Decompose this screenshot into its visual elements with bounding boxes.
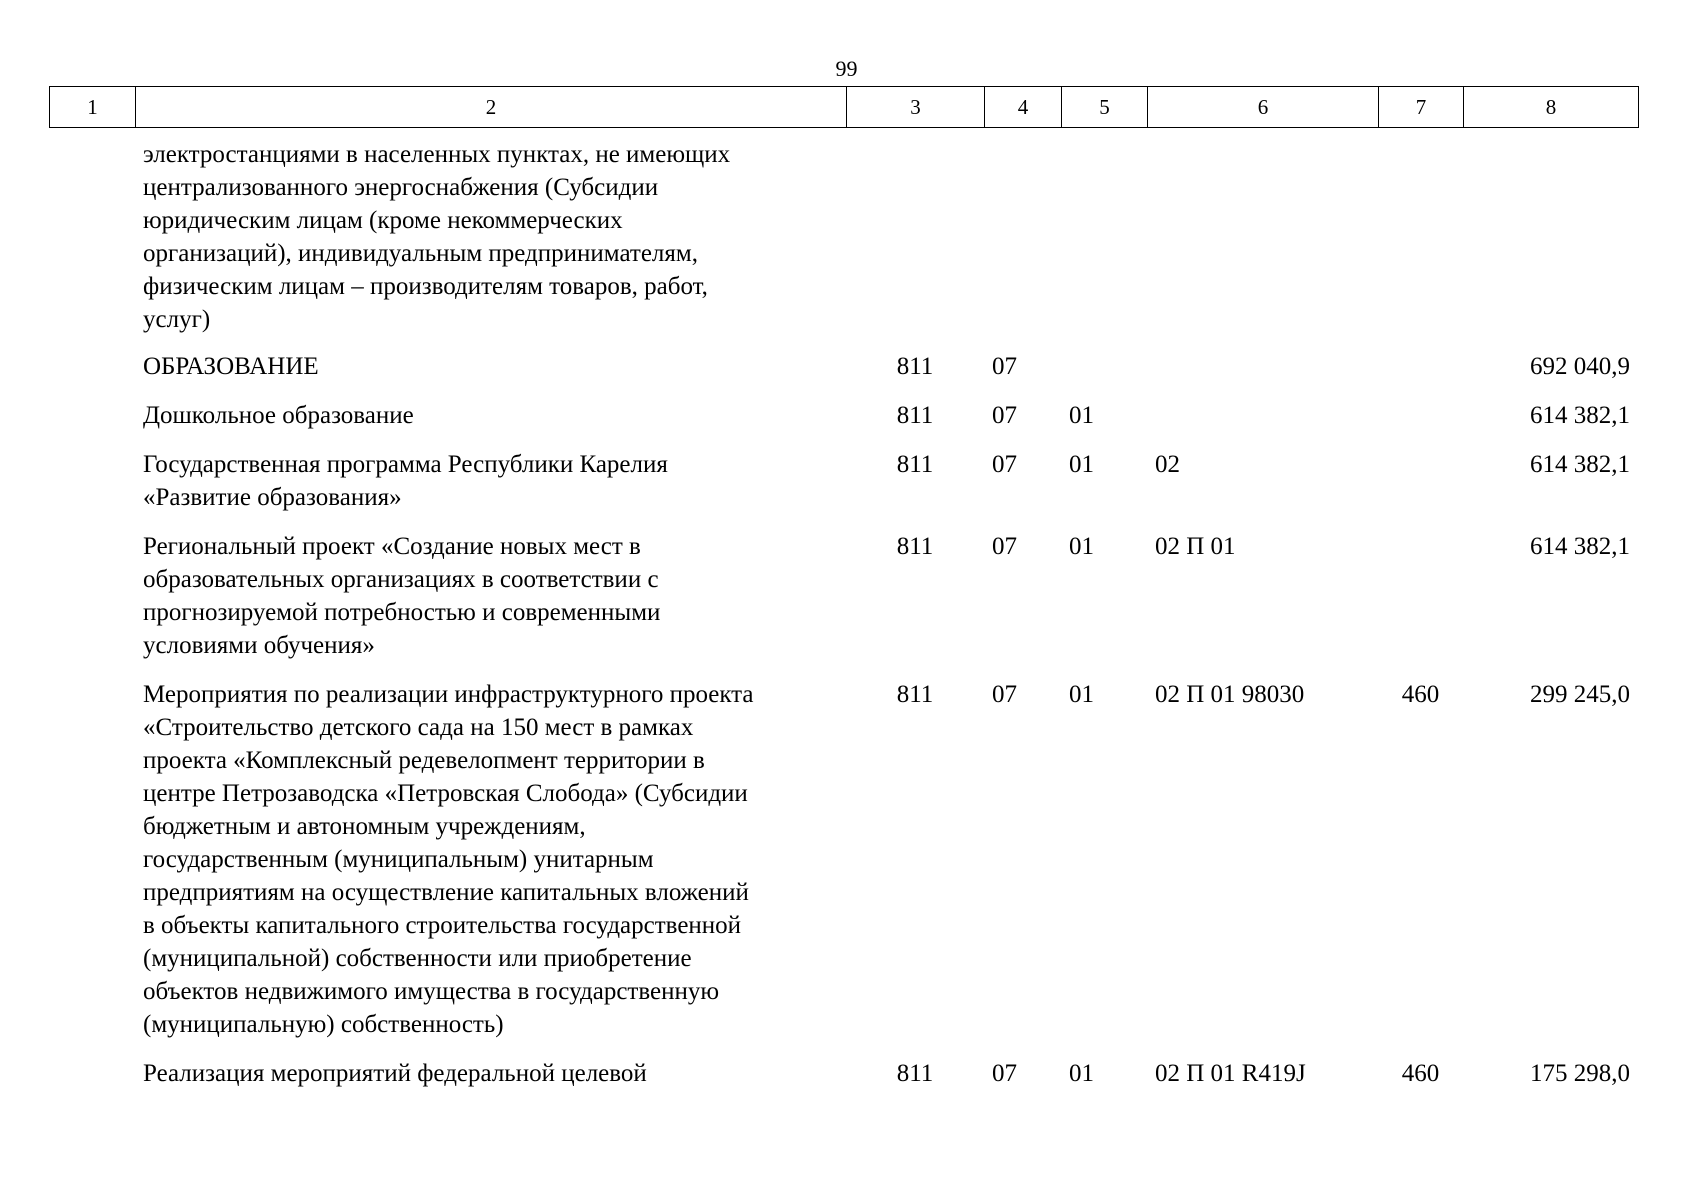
page-number (0, 56, 1697, 82)
cell-name-line: Региональный проект «Создание новых мест в (143, 533, 641, 560)
cell-name-line: ОБРАЗОВАНИЕ (143, 353, 319, 380)
header-col-2: 2 (136, 87, 847, 128)
cell-name-line: юридическим лицам (кроме некоммерческих (143, 207, 623, 234)
cell-name-line: организаций), индивидуальным предпринимателям, (143, 240, 698, 267)
cell-subsection-code: 01 (1069, 681, 1094, 708)
table-row (49, 1057, 1638, 1106)
cell-amount (1463, 128, 1638, 350)
header-col-6: 6 (1148, 87, 1379, 128)
cell-target-article: 02 П 01 R419J (1155, 1060, 1306, 1087)
header-col-7: 7 (1379, 87, 1464, 128)
cell-name-line: условиями обучения» (143, 632, 375, 659)
table-row (49, 448, 1638, 530)
cell-col-1 (49, 530, 135, 678)
cell-subsection-code (1061, 128, 1147, 350)
cell-amount: 614 382,1 (1530, 402, 1630, 429)
cell-expense-type (1378, 350, 1463, 399)
header-col-8: 8 (1464, 87, 1639, 128)
cell-ministry-code (846, 128, 984, 350)
cell-target-article (1147, 350, 1378, 399)
cell-name-line: Дошкольное образование (143, 402, 414, 429)
header-col-1: 1 (50, 87, 136, 128)
cell-name-line: проекта «Комплексный редевелопмент территории в (143, 747, 705, 774)
cell-name-line: Мероприятия по реализации инфраструктурного проекта (143, 681, 754, 708)
cell-target-article: 02 П 01 98030 (1155, 681, 1305, 708)
cell-section-code: 07 (992, 402, 1017, 429)
cell-col-1 (49, 448, 135, 530)
cell-name-line: в объекты капитального строительства государственной (143, 912, 742, 939)
cell-name-line: (муниципальной) собственности или приобретение (143, 945, 692, 972)
cell-section-code: 07 (992, 451, 1017, 478)
cell-target-article (1147, 128, 1378, 350)
cell-name-line: Государственная программа Республики Карелия (143, 451, 668, 478)
cell-expense-type (1378, 399, 1463, 448)
cell-name (135, 399, 846, 448)
cell-name-line: централизованного энергоснабжения (Субсидии (143, 174, 659, 201)
cell-name (135, 350, 846, 399)
budget-table (49, 86, 1638, 1106)
cell-name-line: объектов недвижимого имущества в государственную (143, 978, 720, 1005)
cell-section-code (984, 128, 1061, 350)
cell-amount: 299 245,0 (1530, 681, 1630, 708)
cell-subsection-code: 01 (1069, 1060, 1094, 1087)
cell-name-line: Реализация мероприятий федеральной целевой (143, 1060, 647, 1087)
cell-name-line: услуг) (143, 306, 211, 333)
cell-subsection-code: 01 (1069, 402, 1094, 429)
header-col-4: 4 (985, 87, 1062, 128)
cell-name-line: физическим лицам – производителям товаров, работ, (143, 273, 708, 300)
cell-expense-type (1378, 530, 1463, 678)
cell-name-line: прогнозируемой потребностью и современными (143, 599, 661, 626)
cell-target-article (1147, 399, 1378, 448)
cell-expense-type: 460 (1401, 1060, 1440, 1087)
cell-name (135, 530, 846, 678)
header-col-5: 5 (1062, 87, 1148, 128)
cell-ministry-code: 811 (896, 681, 934, 708)
cell-ministry-code: 811 (896, 533, 934, 560)
cell-col-1 (49, 128, 135, 350)
cell-name-line: (муниципальную) собственность) (143, 1011, 504, 1038)
table-row (49, 530, 1638, 678)
table-row (49, 678, 1638, 1057)
cell-name (135, 448, 846, 530)
cell-ministry-code: 811 (896, 451, 934, 478)
cell-amount: 692 040,9 (1530, 353, 1630, 380)
cell-section-code: 07 (992, 1060, 1017, 1087)
cell-amount: 175 298,0 (1530, 1060, 1630, 1087)
cell-name-line: электростанциями в населенных пунктах, не имеющих (143, 141, 731, 168)
cell-name-line: центре Петрозаводска «Петровская Слобода» (Субсидии (143, 780, 748, 807)
cell-ministry-code: 811 (896, 1060, 934, 1087)
cell-name-line: «Строительство детского сада на 150 мест в рамках (143, 714, 694, 741)
header-row (50, 87, 1639, 128)
cell-subsection-code (1061, 350, 1147, 399)
header-col-3: 3 (847, 87, 985, 128)
cell-col-1 (49, 1057, 135, 1106)
cell-name (135, 128, 846, 350)
cell-expense-type (1378, 448, 1463, 530)
cell-col-1 (49, 350, 135, 399)
page-number-text: 99 (835, 56, 858, 81)
cell-amount: 614 382,1 (1530, 533, 1630, 560)
cell-col-1 (49, 399, 135, 448)
cell-amount: 614 382,1 (1530, 451, 1630, 478)
cell-name (135, 1057, 846, 1106)
cell-name (135, 678, 846, 1057)
cell-name-line: бюджетным и автономным учреждениям, (143, 813, 586, 840)
cell-name-line: «Развитие образования» (143, 484, 402, 511)
cell-target-article: 02 П 01 (1155, 533, 1236, 560)
table-row (49, 350, 1638, 399)
cell-subsection-code: 01 (1069, 533, 1094, 560)
cell-expense-type (1378, 128, 1463, 350)
cell-section-code: 07 (992, 533, 1017, 560)
cell-subsection-code: 01 (1069, 451, 1094, 478)
cell-section-code: 07 (992, 353, 1017, 380)
cell-name-line: образовательных организациях в соответствии с (143, 566, 659, 593)
cell-name-line: государственным (муниципальным) унитарным (143, 846, 654, 873)
cell-expense-type: 460 (1401, 681, 1440, 708)
table-row (49, 128, 1638, 350)
table-row (49, 399, 1638, 448)
cell-ministry-code: 811 (896, 402, 934, 429)
cell-target-article: 02 (1155, 451, 1180, 478)
cell-col-1 (49, 678, 135, 1057)
cell-section-code: 07 (992, 681, 1017, 708)
table-header (49, 86, 1639, 128)
table-body (49, 128, 1638, 1106)
cell-name-line: предприятиям на осуществление капитальных вложений (143, 879, 749, 906)
cell-ministry-code: 811 (896, 353, 934, 380)
